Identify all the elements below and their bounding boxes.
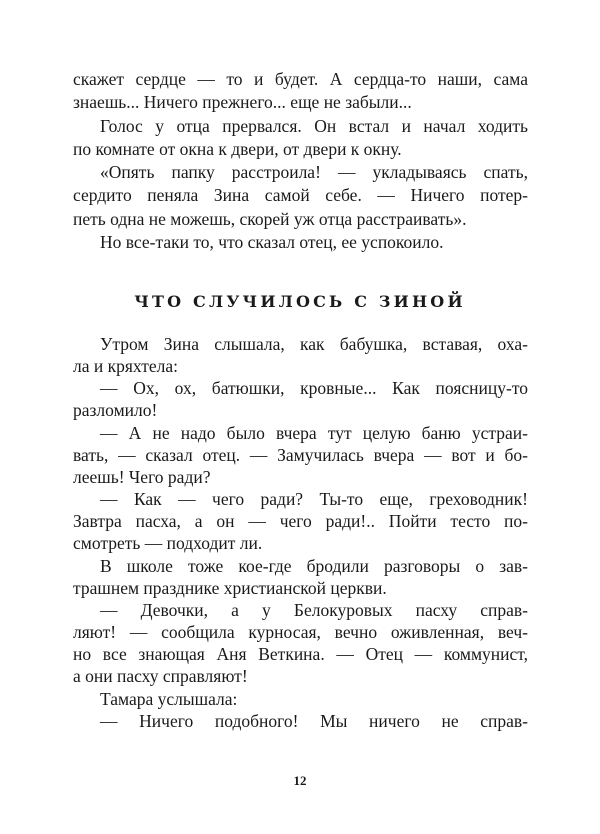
- paragraph: [73, 599, 528, 688]
- text-line: по комнате от окна к двери, от двери к окну.: [73, 138, 402, 159]
- paragraph: [73, 377, 528, 421]
- text-line: — Ох, ох, батюшки, кровные... Как поясницу-то: [100, 378, 528, 399]
- text-line: сердито пеняла Зина самой себе. — Ничего потер-: [73, 185, 528, 206]
- paragraph: [73, 422, 528, 488]
- text-line: Тамара услышала:: [100, 688, 238, 709]
- paragraph: [73, 333, 528, 377]
- text-line: разломило!: [73, 400, 158, 421]
- text-line: скажет сердце — то и будет. А сердца-то наши, сама: [73, 69, 528, 89]
- page-number: 12: [293, 773, 307, 788]
- text-line: Завтра пасха, а он — чего ради!.. Пойти тесто по-: [73, 511, 528, 532]
- text-line: знаешь... Ничего прежнего... еще не забыли...: [73, 92, 412, 113]
- text-block-top: [73, 68, 528, 254]
- paragraph: [73, 710, 528, 732]
- paragraph: [73, 161, 528, 231]
- text-line: смотреть — подходит ли.: [73, 533, 263, 554]
- paragraph: [73, 488, 528, 554]
- text-line: В школе тоже кое-где бродили разговоры о зав-: [100, 555, 528, 576]
- text-line: — Как — чего ради? Ты-то еще, греховодник!: [100, 489, 528, 510]
- paragraph: [73, 688, 528, 710]
- text-line: трашнем празднике христианской церкви.: [73, 577, 387, 598]
- text-line: Утром Зина слышала, как бабушка, вставая, оха-: [100, 334, 528, 354]
- text-line: Но все-таки то, что сказал отец, ее успокоило.: [100, 232, 444, 253]
- text-line: а они пасху справляют!: [73, 666, 248, 687]
- text-line: но все знающая Аня Веткина. — Отец — коммунист,: [73, 644, 528, 665]
- text-line: петь одна не можешь, скорей уж отца расстраивать».: [73, 208, 467, 229]
- text-block-chapter: [73, 333, 528, 732]
- text-line: Голос у отца прервался. Он встал и начал ходить: [100, 115, 528, 136]
- chapter-heading: ЧТО СЛУЧИЛОСЬ С ЗИНОЙ: [134, 292, 466, 311]
- text-line: леешь! Чего ради?: [73, 466, 211, 487]
- text-line: ляют! — сообщила курносая, вечно оживленная, веч-: [73, 622, 528, 643]
- text-line: ла и кряхтела:: [73, 356, 179, 377]
- paragraph: [73, 555, 528, 599]
- paragraph: [73, 115, 528, 162]
- text-line: — Ничего подобного! Мы ничего не справ-: [100, 710, 528, 731]
- text-line: вать, — сказал отец. — Замучилась вчера — вот и бо-: [73, 444, 528, 465]
- text-line: — А не надо было вчера тут целую баню устраи-: [100, 422, 528, 443]
- paragraph: [73, 231, 528, 254]
- paragraph: [73, 68, 528, 115]
- text-line: — Девочки, а у Белокуровых пасху справ-: [100, 599, 528, 620]
- text-line: «Опять папку расстроила! — укладываясь спать,: [100, 162, 528, 183]
